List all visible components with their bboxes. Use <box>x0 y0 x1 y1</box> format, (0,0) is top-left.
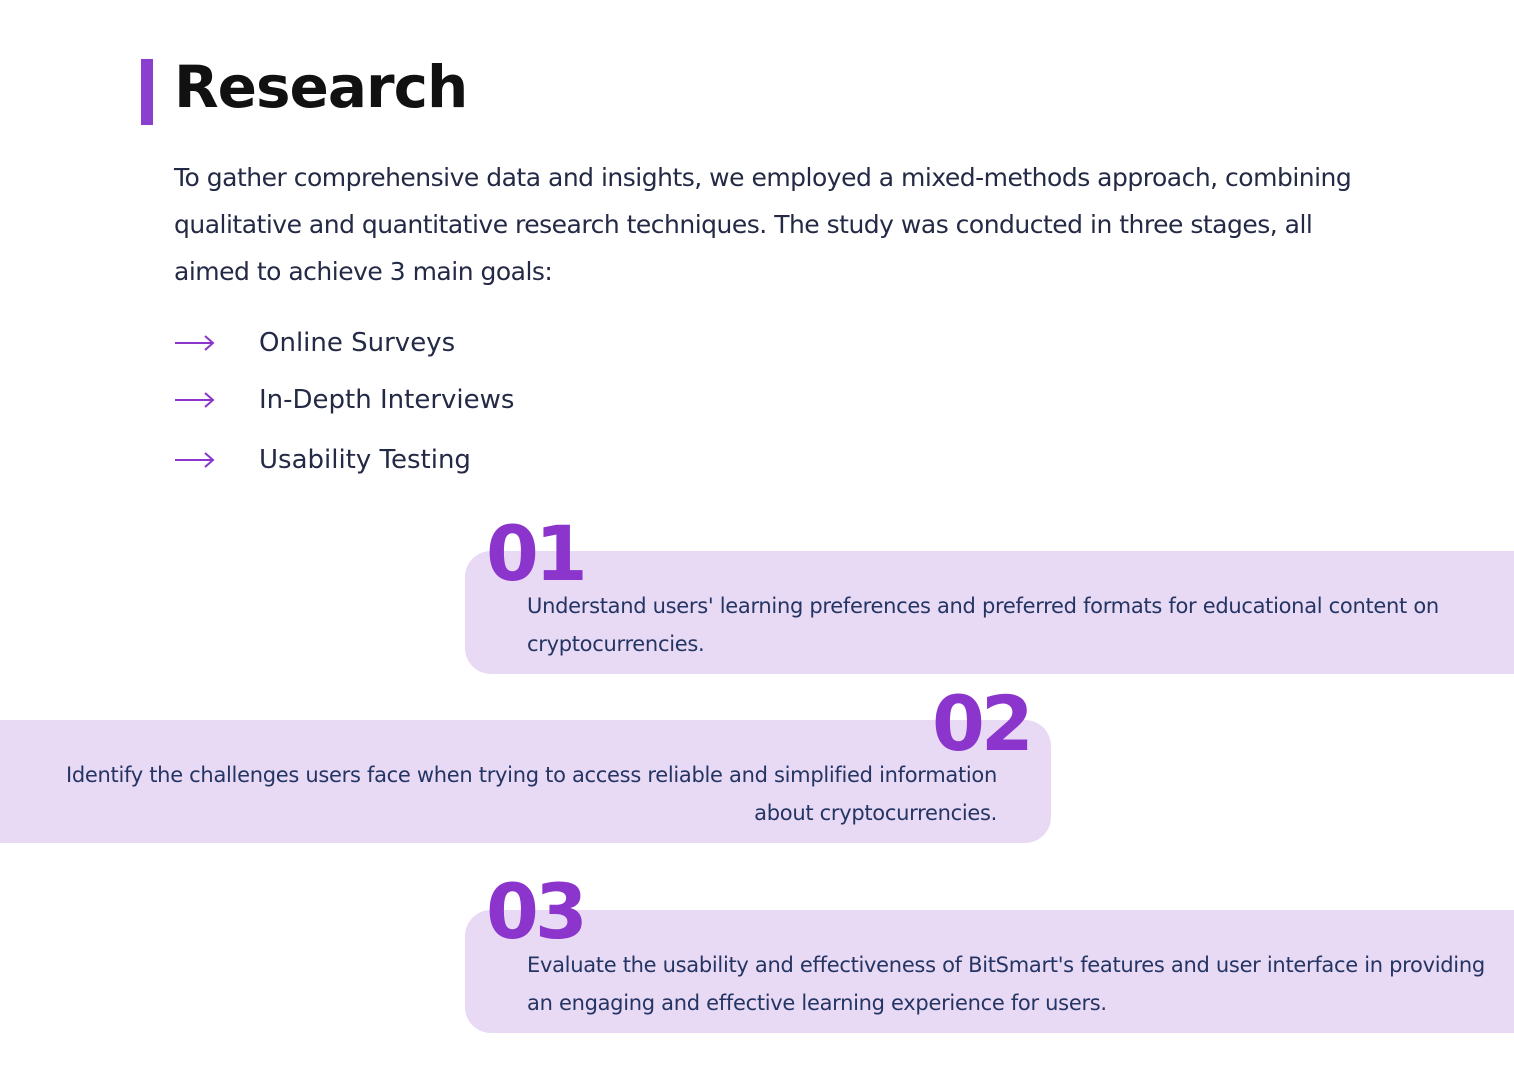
method-label: Online Surveys <box>259 328 456 358</box>
arrow-right-icon <box>174 450 216 470</box>
goal-card-03 <box>465 910 1514 1033</box>
page-title: Research <box>174 53 468 121</box>
title-accent-bar <box>141 59 153 125</box>
goal-text: Identify the challenges users face when trying to access reliable and simplified information about cryptocurrencies. <box>66 763 997 825</box>
goal-text: Understand users' learning preferences and preferred formats for educational content on cryptocurrencies. <box>527 594 1439 656</box>
method-item-online-surveys <box>174 318 774 368</box>
goal-number: 01 <box>486 509 584 598</box>
arrow-right-icon <box>174 390 216 410</box>
method-label: Usability Testing <box>259 445 471 475</box>
goal-card-02 <box>0 720 1051 843</box>
method-label: In-Depth Interviews <box>259 385 515 415</box>
method-item-in-depth-interviews <box>174 375 774 425</box>
goal-number: 02 <box>932 679 1030 768</box>
goal-number: 03 <box>486 867 584 956</box>
goal-text: Evaluate the usability and effectiveness of BitSmart's features and user interface in providing an engaging and effective learning experience for users. <box>527 953 1485 1015</box>
method-item-usability-testing <box>174 435 774 485</box>
arrow-right-icon <box>174 333 216 353</box>
goal-card-01 <box>465 551 1514 674</box>
intro-paragraph: To gather comprehensive data and insights, we employed a mixed-methods approach, combining qualitative and quantitative research techniques. The study was conducted in three stages, all aimed to achieve 3 main goals: <box>174 163 1352 286</box>
